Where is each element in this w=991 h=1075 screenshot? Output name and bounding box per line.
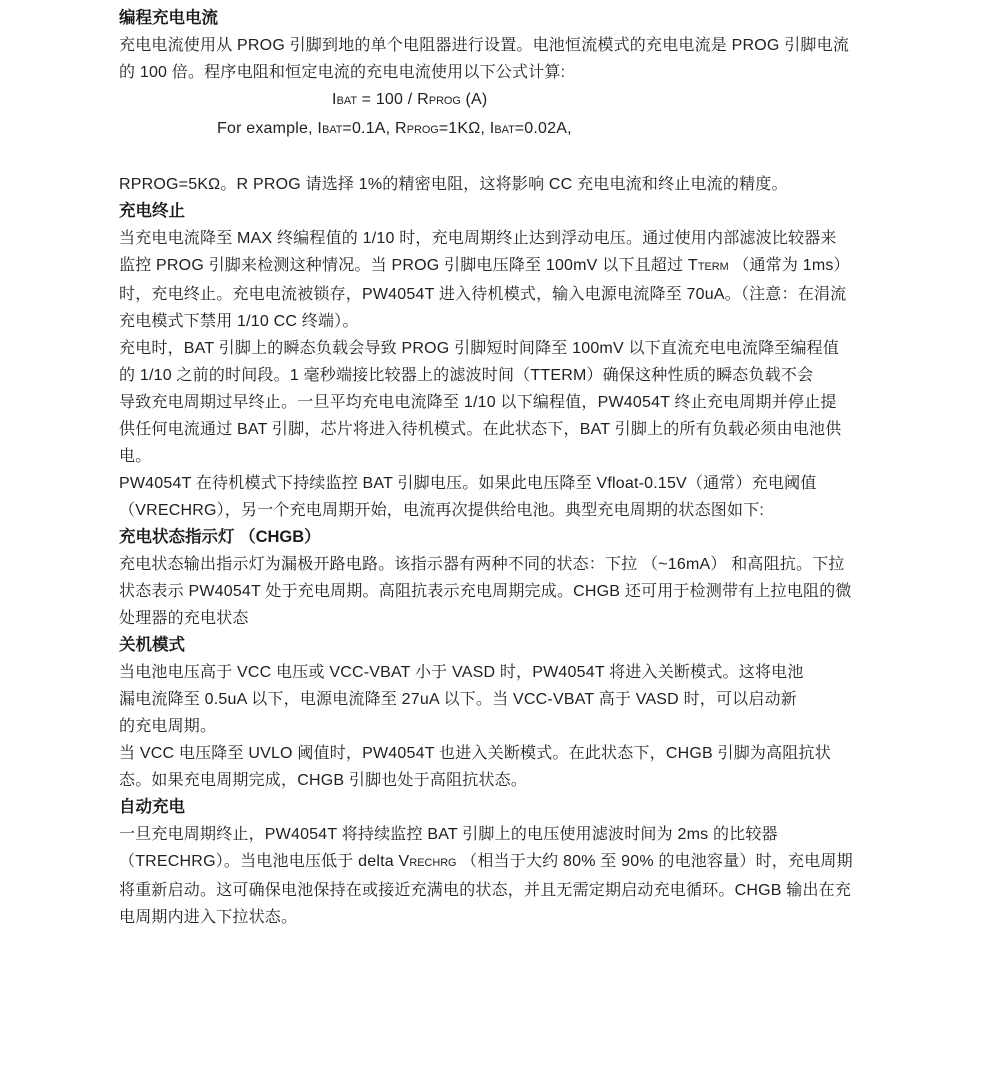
text-line: 时，充电终止。充电电流被锁存，PW4054T 进入待机模式，输入电源电流降至 70uA。（注意：在涓流 <box>119 286 847 303</box>
section-programming-charge-current <box>119 5 909 198</box>
text-line: 漏电流降至 0.5uA 以下，电源电流降至 27uA 以下。当 VCC-VBAT 高于 VASD 时，可以启动新 <box>119 691 797 708</box>
text-line: 的 1/10 之前的时间段。1 毫秒端接比较器上的滤波时间（TTERM）确保这种性质的瞬态负载不会 <box>119 367 814 384</box>
text-line: 态。如果充电周期完成，CHGB 引脚也处于高阻抗状态。 <box>119 772 528 789</box>
text-line: 供任何电流通过 BAT 引脚，芯片将进入待机模式。在此状态下，BAT 引脚上的所有负载必须由电池供 <box>119 421 842 438</box>
section-heading: 充电状态指示灯 （CHGB） <box>119 528 321 546</box>
text-line: 的 100 倍。程序电阻和恒定电流的充电电流使用以下公式计算: <box>119 64 566 81</box>
paragraph <box>119 335 909 470</box>
text-line: 一旦充电周期终止，PW4054T 将持续监控 BAT 引脚上的电压使用滤波时间为 2ms 的比较器 <box>119 826 778 843</box>
paragraph <box>119 32 909 86</box>
section-charge-termination <box>119 198 909 524</box>
text-line: PW4054T 在待机模式下持续监控 BAT 引脚电压。如果此电压降至 Vfloat-0.15V（通常）充电阈值 <box>119 475 817 492</box>
text-line: 状态表示 PW4054T 处于充电周期。高阻抗表示充电周期完成。CHGB 还可用于检测带有上拉电阻的微 <box>119 583 852 600</box>
text-line: 将重新启动。这可确保电池保持在或接近充满电的状态，并且无需定期启动充电循环。CHGB 输出在充 <box>119 882 852 899</box>
text-line: 电周期内进入下拉状态。 <box>119 909 298 926</box>
section-charge-status-indicator <box>119 524 909 632</box>
paragraph <box>119 551 909 632</box>
section-heading: 充电终止 <box>119 202 185 220</box>
text-line: 当 VCC 电压降至 UVLO 阈值时，PW4054T 也进入关断模式。在此状态下，CHGB 引脚为高阻抗状 <box>119 745 831 762</box>
text-line: RPROG=5KΩ。R PROG 请选择 1%的精密电阻，这将影响 CC 充电电流和终止电流的精度。 <box>119 176 788 193</box>
formula-line: IBAT = 100 / RPROG (A) <box>332 91 488 108</box>
text-line: 的充电周期。 <box>119 718 217 735</box>
formula-block <box>119 86 909 144</box>
section-shutdown-mode <box>119 632 909 794</box>
text-line: 充电时，BAT 引脚上的瞬态负载会导致 PROG 引脚短时间降至 100mV 以下直流充电电流降至编程值 <box>119 340 840 357</box>
text-line: （VRECHRG），另一个充电周期开始，电流再次提供给电池。典型充电周期的状态图如下: <box>119 502 765 519</box>
paragraph <box>119 821 909 931</box>
text-line: 电。 <box>119 448 152 465</box>
text-line: 导致充电周期过早终止。一旦平均充电电流降至 1/10 以下编程值，PW4054T 终止充电周期并停止提 <box>119 394 837 411</box>
section-heading: 编程充电电流 <box>119 9 218 27</box>
formula-example-line: For example, IBAT=0.1A, RPROG=1KΩ, IBAT=0.02A, <box>217 120 572 137</box>
section-heading: 关机模式 <box>119 636 185 654</box>
text-line: 处理器的充电状态 <box>119 610 249 627</box>
text-line: （TRECHRG）。当电池电压低于 delta VRECHRG （相当于大约 80% 至 90% 的电池容量）时，充电周期 <box>119 853 853 870</box>
section-auto-recharge <box>119 794 909 931</box>
section-heading: 自动充电 <box>119 798 185 816</box>
text-line: 充电状态输出指示灯为漏极开路电路。该指示器有两种不同的状态：下拉 （~16mA） 和高阻抗。下拉 <box>119 556 845 573</box>
text-line: 充电模式下禁用 1/10 CC 终端）。 <box>119 313 359 330</box>
paragraph <box>119 225 909 335</box>
text-line: 当电池电压高于 VCC 电压或 VCC-VBAT 小于 VASD 时，PW4054T 将进入关断模式。这将电池 <box>119 664 804 681</box>
paragraph <box>119 659 909 794</box>
text-line: 当充电电流降至 MAX 终编程值的 1/10 时，充电周期终止达到浮动电压。通过使用内部滤波比较器来 <box>119 230 837 247</box>
paragraph <box>119 470 909 524</box>
text-line: 充电电流使用从 PROG 引脚到地的单个电阻器进行设置。电池恒流模式的充电电流是 PROG 引脚电流 <box>119 37 850 54</box>
text-line: 监控 PROG 引脚来检测这种情况。当 PROG 引脚电压降至 100mV 以下且超过 TTERM （通常为 1ms） <box>119 257 850 274</box>
